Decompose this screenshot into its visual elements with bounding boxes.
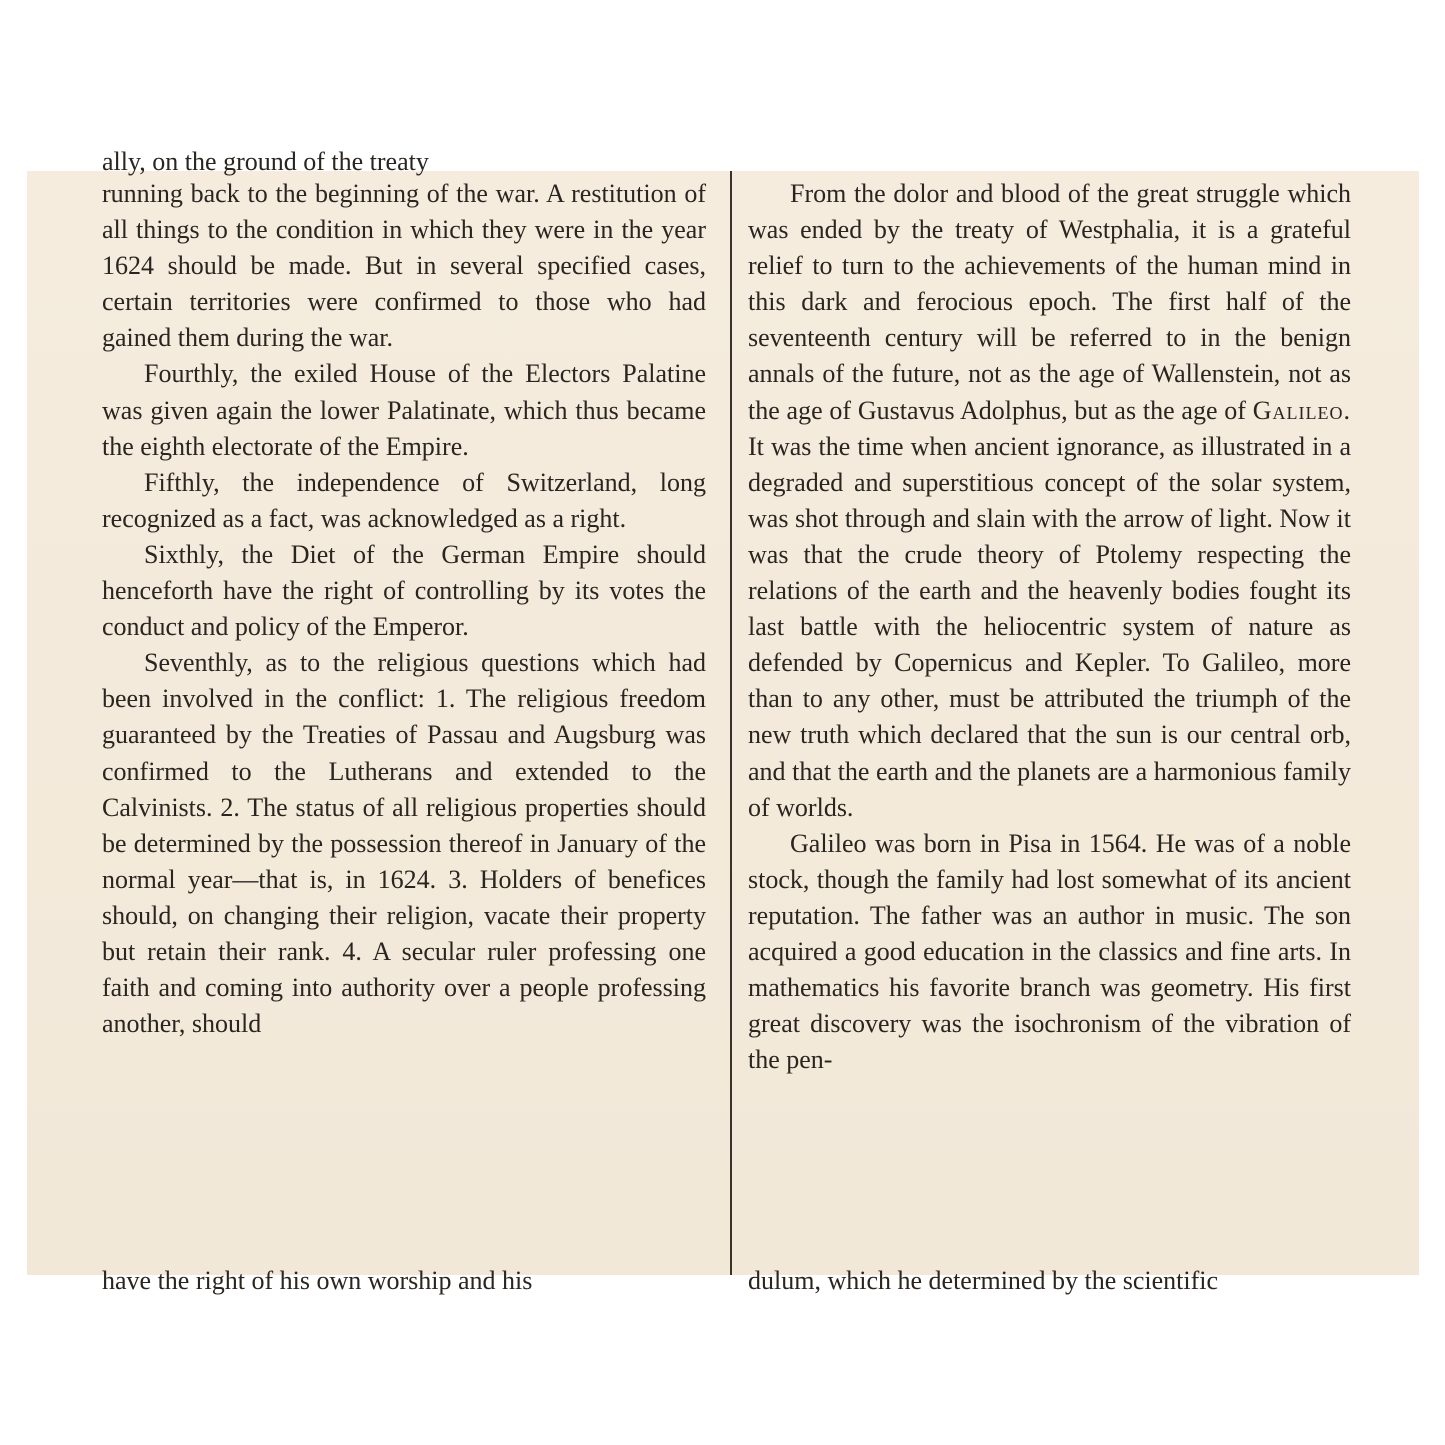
- galileo-age-text-rest: It was the time when ancient ignorance, as illustrated in a degraded and superstitious concept of the solar system, was shot through and slain with the arrow of light. Now it was that the crude theory of Ptolemy respecting the relations of the earth and the heavenly bodies fought its last battle with the heliocentric system of nature as defended by Copernicus and Kepler. To Galileo, more than to any other, must be attributed the triumph of the new truth which declared that the sun is our central orb, and that the earth and the planets are a harmonious family of worlds.: [748, 431, 1351, 822]
- left-cut-top-line: ally, on the ground of the treaty: [102, 147, 429, 176]
- paragraph-treaty-terms-cont: running back to the beginning of the war. A restitution of all things to the condition in which they were in the year 1624 should be made. But in several specified cases, certain territories were confirmed to those who had gained them during the war.: [102, 179, 706, 353]
- galileo-name-small-caps: Galileo.: [1252, 395, 1351, 425]
- book-page: [27, 147, 1419, 1295]
- paragraph-seventhly: Seventhly, as to the religious questions which had been involved in the conflict: 1. The religious freedom guaranteed by the Treaties of Passau and Augsburg was confirmed to the Lutherans and extended to the Calvinists. 2. The status of all religious properties should be determined by the possession thereof in January of the normal year—that is, in 1624. 3. Holders of benefices should, on changing their religion, vacate their property but retain their rank. 4. A secular ruler professing one faith and coming into authority over a people professing another, should: [102, 648, 706, 1039]
- right-column: [748, 171, 1351, 1295]
- paragraph-fourthly: Fourthly, the exiled House of the Electors Palatine was given again the lower Palatinate, which thus became the eighth electorate of the Empire.: [102, 359, 706, 461]
- right-text-flow: [748, 176, 1351, 1078]
- paragraph-galileo-age: [748, 176, 1351, 826]
- left-text-flow: [102, 176, 706, 1042]
- left-column: [102, 147, 706, 1295]
- paragraph-galileo-born: Galileo was born in Pisa in 1564. He was of a noble stock, though the family had lost somewhat of its ancient reputation. The father was an author in music. The son acquired a good education in the classics and fine arts. In mathematics his favorite branch was geometry. His first great discovery was the isochronism of the vibration of the pen-: [748, 828, 1351, 1075]
- galileo-age-text: From the dolor and blood of the great struggle which was ended by the treaty of Westphalia, it is a grateful relief to turn to the achievements of the human mind in this dark and ferocious epoch. The first half of the seventeenth century will be referred to in the benign annals of the future, not as the age of Wallenstein, not as the age of Gustavus Adolphus, but as the age of: [748, 179, 1351, 425]
- left-cut-bottom-line: have the right of his own worship and his: [102, 1266, 533, 1295]
- column-divider: [730, 171, 732, 1275]
- right-cut-bottom-line: dulum, which he determined by the scientific: [748, 1266, 1219, 1295]
- paragraph-sixthly: Sixthly, the Diet of the German Empire should henceforth have the right of controlling by its votes the conduct and policy of the Emperor.: [102, 539, 706, 642]
- paragraph-fifthly: Fifthly, the independence of Switzerland, long recognized as a fact, was acknowledged as a right.: [102, 467, 706, 533]
